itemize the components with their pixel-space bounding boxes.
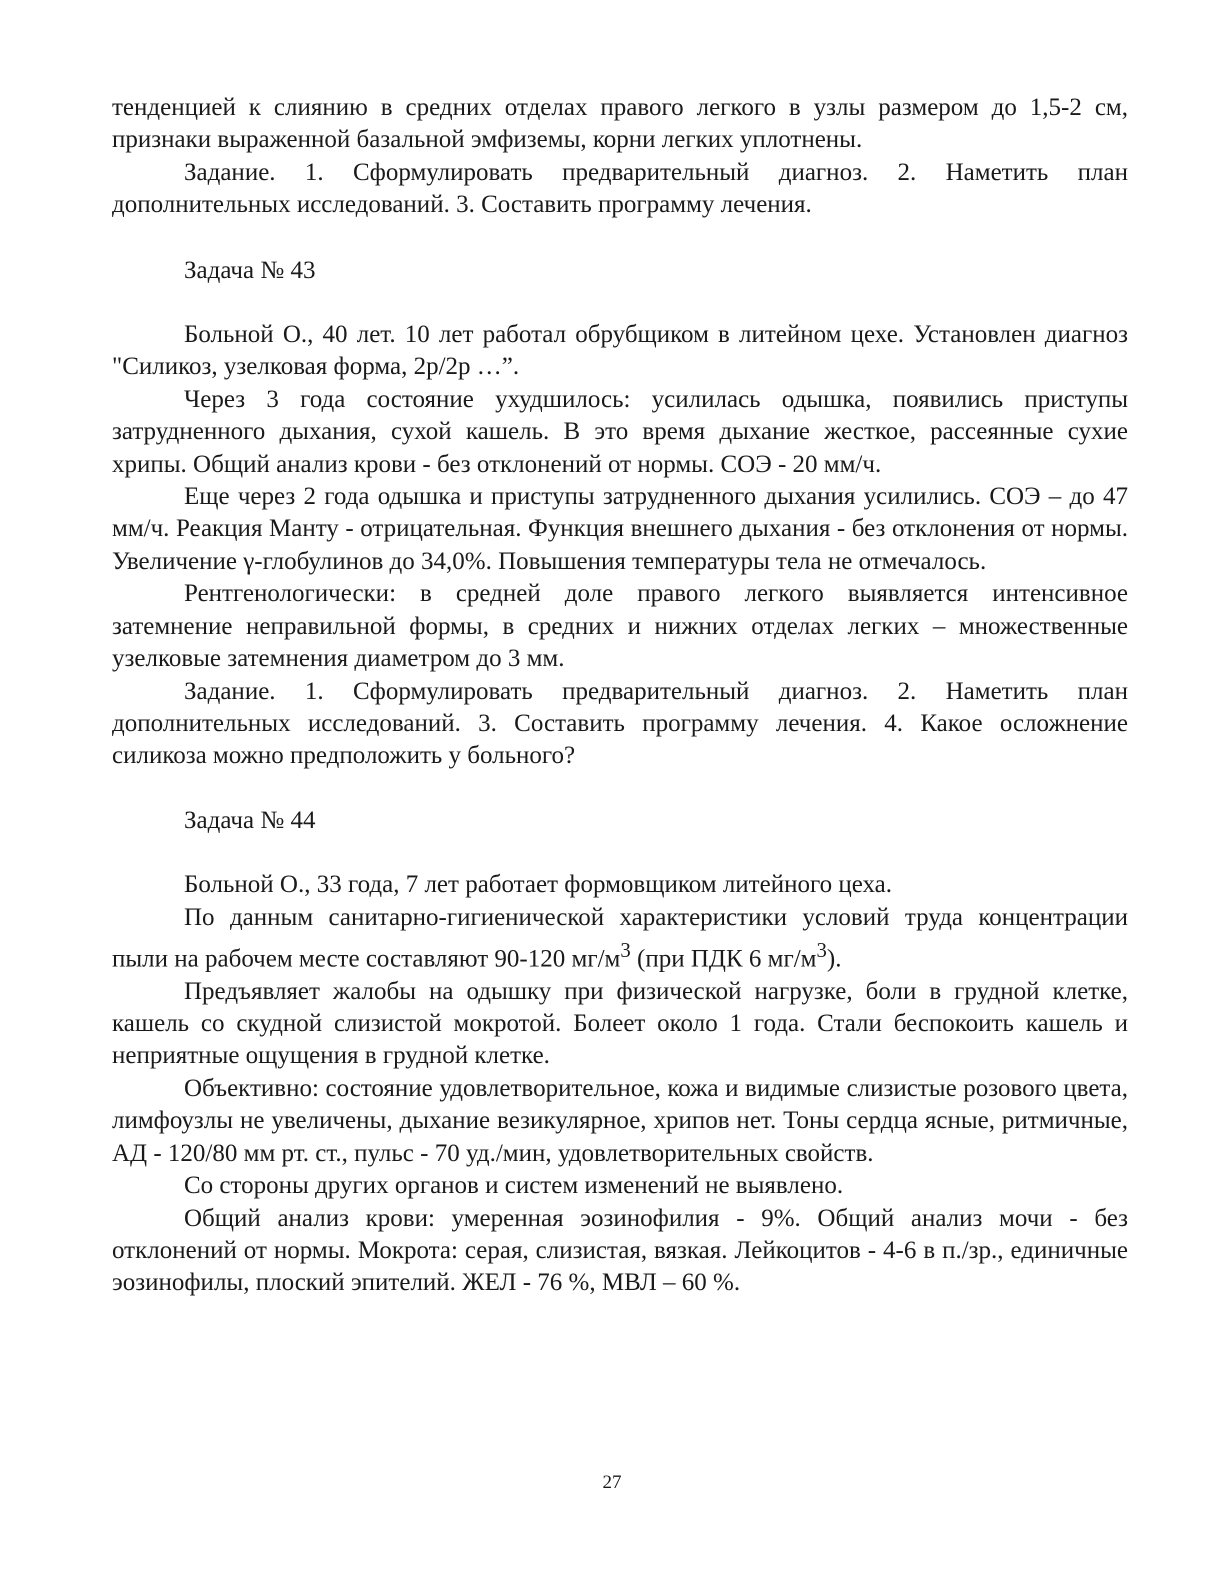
task-42-assignment: Задание. 1. Сформулировать предварительный диагноз. 2. Наметить план дополнительных исследований. 3. Составить программу лечения. — [112, 158, 1128, 219]
document-page — [112, 92, 1128, 1300]
dust-text-part: (при ПДК 6 мг/м — [630, 945, 817, 973]
problem-44-paragraph: Предъявляет жалобы на одышку при физической нагрузке, боли в грудной клетке, кашель со скудной слизистой мокротой. Болеет около 1 года. Стали беспокоить кашель и неприятные ощущения в грудной клетке. — [112, 977, 1128, 1070]
problem-43-heading: Задача № 43 — [184, 256, 316, 284]
page-number: 27 — [602, 1472, 622, 1493]
dust-text-part: По данным санитарно-гигиенической характеристики условий труда концентрации пыли на рабочем месте составляют 90-120 мг/м — [112, 903, 1128, 973]
problem-43-paragraph: Рентгенологически: в средней доле правого легкого выявляется интенсивное затемнение неправильной формы, в средних и нижних отделах легких – множественные узелковые затемнения диаметром до 3 мм. — [112, 580, 1128, 673]
superscript: 3 — [816, 937, 827, 962]
dust-text-part: ). — [826, 945, 842, 973]
problem-43-paragraph: Через 3 года состояние ухудшилось: усилилась одышка, появились приступы затрудненного дыхания, сухой кашель. В это время дыхание жесткое, рассеянные сухие хрипы. Общий анализ крови - без отклонений от нормы. СОЭ - 20 мм/ч. — [112, 385, 1128, 478]
superscript: 3 — [620, 937, 631, 962]
problem-43-assignment: Задание. 1. Сформулировать предварительный диагноз. 2. Наметить план дополнительных исследований. 3. Составить программу лечения. 4. Какое осложнение силикоза можно предположить у больного? — [112, 677, 1128, 770]
problem-44-heading: Задача № 44 — [184, 806, 316, 834]
problem-44-paragraph: Со стороны других органов и систем изменений не выявлено. — [184, 1172, 844, 1200]
problem-43-paragraph: Еще через 2 года одышка и приступы затрудненного дыхания усилились. СОЭ – до 47 мм/ч. Реакция Манту - отрицательная. Функция внешнего дыхания - без отклонения от нормы. Увеличение γ-глобулинов до 34,0%. Повышения температуры тела не отмечалось. — [112, 483, 1128, 575]
problem-44-dust-paragraph — [112, 902, 1128, 976]
problem-44-paragraph: Больной О., 33 года, 7 лет работает формовщиком литейного цеха. — [184, 871, 892, 899]
problem-43-paragraph: Больной О., 40 лет. 10 лет работал обрубщиком в литейном цехе. Установлен диагноз "Силикоз, узелковая форма, 2р/2р …”. — [112, 321, 1128, 381]
continuation-paragraph: тенденцией к слиянию в средних отделах правого легкого в узлы размером до 1,5-2 см, признаки выраженной базальной эмфиземы, корни легких уплотнены. — [112, 94, 1128, 154]
problem-44-paragraph: Общий анализ крови: умеренная эозинофилия - 9%. Общий анализ мочи - без отклонений от нормы. Мокрота: серая, слизистая, вязкая. Лейкоцитов - 4-6 в п./зр., единичные эозинофилы, плоский эпителий. ЖЕЛ - 76 %, МВЛ – 60 %. — [112, 1204, 1128, 1297]
problem-44-paragraph: Объективно: состояние удовлетворительное, кожа и видимые слизистые розового цвета, лимфоузлы не увеличены, дыхание везикулярное, хрипов нет. Тоны сердца ясные, ритмичные, АД - 120/80 мм рт. ст., пульс - 70 уд./мин, удовлетворительных свойств. — [112, 1074, 1128, 1167]
